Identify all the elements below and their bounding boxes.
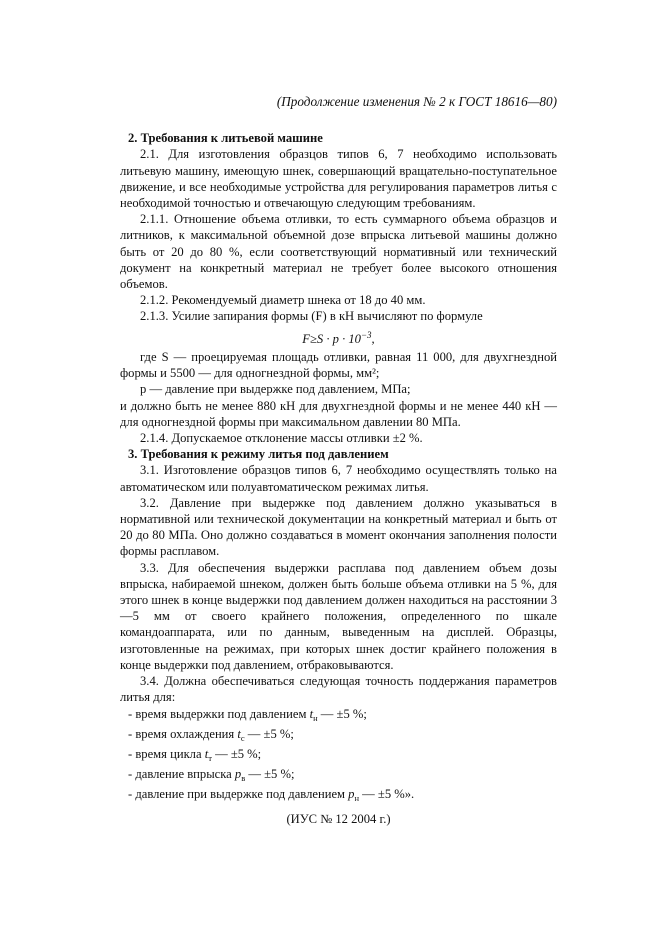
ius-reference: (ИУС № 12 2004 г.) (286, 811, 391, 826)
paragraph-2-1: 2.1. Для изготовления образцов типов 6, 7 необходимо использовать литьевую машину, имеющую шнек, совершающий вращательно-поступательное движение, и все необходимые устройства для регулирования параметров литья с необходимой точностью и отвечающую следующим требованиям. (120, 147, 557, 211)
paragraph-3-3: 3.3. Для обеспечения выдержки расплава под давлением объем дозы впрыска, набираемой шнеком, должен быть больше объема отливки на 5 %, для этого шнек в конце выдержки под давлением должен находиться на расстоянии 3—5 мм от своего крайнего положения, определенного по шкале командоаппарата, или по данным, выведенным на дисплей. Образцы, изготовленные на режимах, при которых шнек достиг крайнего положения в конце выдержки под давлением, отбраковываются. (120, 560, 557, 672)
clamping-force-formula (120, 327, 557, 347)
list-item: - время выдержки под давлением $t_н$ — ±5 %; (128, 706, 367, 723)
formula-requirement: и должно быть не менее 880 кН для двухгнездной формы и не менее 440 кН — для одногнездной формы при максимальном давлении 80 МПа. (120, 398, 557, 429)
paragraph-2-1-3: 2.1.3. Усилие запирания формы (F) в кН вычисляют по формуле (140, 309, 483, 324)
paragraph-2-1-1: 2.1.1. Отношение объема отливки, то есть суммарного объема образцов и литников, к максимальной объемной дозе впрыска литьевой машины должно быть от 20 до 80 %, если соответствующий нормативный или технический документ на конкретный материал не требует более высокого отношения объемов. (120, 212, 557, 292)
document-page (120, 94, 557, 827)
formula-body: F≥S · p · 10 (302, 331, 361, 346)
list-item: - давление впрыска $p_в$ — ±5 %; (128, 767, 295, 784)
formula-exponent: −3 (360, 329, 372, 340)
section-3-title: 3. Требования к режиму литья под давлением (128, 447, 389, 462)
list-item: - время цикла $t_т$ — ±5 %; (128, 746, 262, 763)
paragraph-3-2: 3.2. Давление при выдержке под давлением должно указываться в нормативной или технической документации на конкретный материал и быть от 20 до 80 МПа. Оно должно создаваться в момент окончания заполнения полости формы расплавом. (120, 495, 557, 559)
list-item: - давление при выдержке под давлением $p_н$ — ±5 %». (128, 787, 415, 804)
formula-end: , (371, 331, 375, 346)
paragraph-3-1: 3.1. Изготовление образцов типов 6, 7 необходимо осуществлять только на автоматическом или полуавтоматическом режимах литья. (120, 463, 557, 494)
formula-where-p: p — давление при выдержке под давлением, МПа; (140, 382, 411, 397)
paragraph-2-1-2: 2.1.2. Рекомендуемый диаметр шнека от 18 до 40 мм. (140, 293, 426, 308)
list-item: - время охлаждения $t_с$ — ±5 %; (128, 726, 294, 743)
page-header: (Продолжение изменения № 2 к ГОСТ 18616—80) (276, 94, 557, 109)
section-2-title: 2. Требования к литьевой машине (128, 131, 323, 146)
paragraph-2-1-4: 2.1.4. Допускаемое отклонение массы отливки ±2 %. (140, 431, 423, 446)
tolerance-list (120, 706, 557, 807)
paragraph-3-4: 3.4. Должна обеспечиваться следующая точность поддержания параметров литья для: (120, 674, 557, 705)
formula-where-s: где S — проецируемая площадь отливки, равная 11 000, для двухгнездной формы и 5500 — для одногнездной формы, мм²; (120, 350, 557, 381)
